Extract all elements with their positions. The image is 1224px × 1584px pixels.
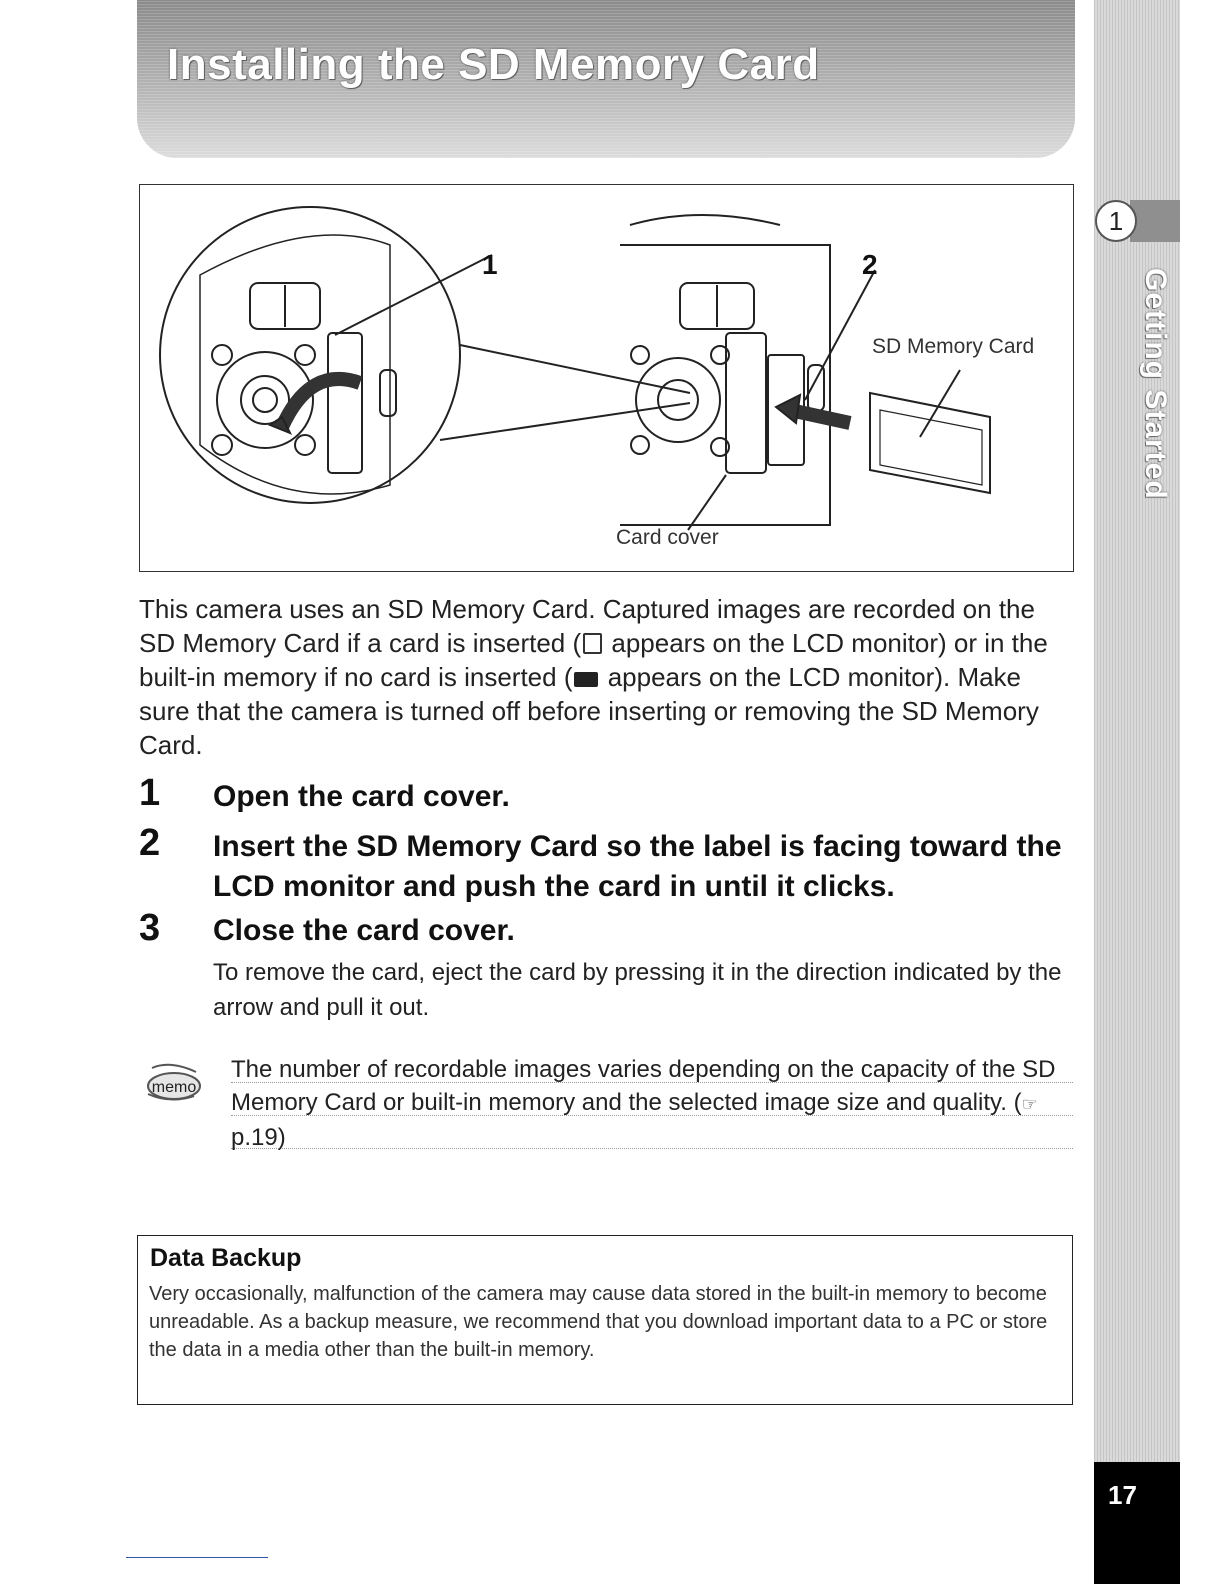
page-reference: p.19 (231, 1124, 278, 1151)
page-number: 17 (1108, 1480, 1137, 1510)
intro-text-2: appears on the LCD monitor) or in the built-in memory if no card is inserted ( (139, 628, 1048, 692)
step-1-number: 1 (139, 772, 161, 814)
step-2-text: Insert the SD Memory Card so the label is facing toward the LCD monitor and push the card in until it clicks. (213, 830, 1062, 903)
camera-illustration (139, 184, 1074, 572)
chapter-title: Getting Started (1139, 268, 1172, 500)
step-3-text: Close the card cover. (213, 914, 515, 947)
step-3-number: 3 (139, 907, 161, 949)
chapter-tab (1130, 200, 1180, 242)
card-cover-label: Card cover (616, 526, 719, 549)
page-title: Installing the SD Memory Card (167, 40, 820, 89)
sd-card-icon (583, 633, 602, 654)
step-2-number: 2 (139, 822, 161, 864)
data-backup-box (137, 1235, 1073, 1405)
intro-paragraph (139, 592, 1073, 762)
chapter-number: 1 (1095, 200, 1137, 242)
intro-text-1: This camera uses an SD Memory Card. Captured images are recorded on the SD Memory Card if a card is inserted ( (139, 594, 1035, 658)
memo-text (231, 1053, 1073, 1154)
memo-text-body: The number of recordable images varies depending on the capacity of the SD Memory Card or built-in memory and the selected image size and quality. ( (231, 1056, 1056, 1116)
memo-icon (140, 1058, 202, 1102)
intro-text-3: appears on the LCD monitor). Make sure that the camera is turned off before inserting or removing the SD Memory Card. (139, 662, 1039, 760)
callout-2: 2 (862, 249, 878, 280)
sd-card-label: SD Memory Card (872, 335, 1035, 358)
title-banner (137, 0, 1075, 158)
callout-1: 1 (482, 249, 498, 280)
built-in-memory-icon (574, 672, 598, 687)
page-number-box (1094, 1462, 1180, 1584)
data-backup-text: Very occasionally, malfunction of the camera may cause data stored in the built-in memory to become unreadable. As a backup measure, we recommend that you download important data to a PC or store the data in a media other than the built-in memory. (149, 1283, 1048, 1361)
memo-text-end: ) (277, 1124, 286, 1151)
camera-drawing (140, 185, 1073, 571)
memo-icon-label: memo (151, 1079, 197, 1096)
page-reference-icon: ☞ (1021, 1094, 1038, 1114)
data-backup-title: Data Backup (150, 1244, 302, 1272)
footer-rule (126, 1557, 268, 1558)
step-1-text: Open the card cover. (213, 780, 510, 813)
step-3-note: To remove the card, eject the card by pressing it in the direction indicated by the arrow and pull it out. (213, 959, 1062, 1021)
